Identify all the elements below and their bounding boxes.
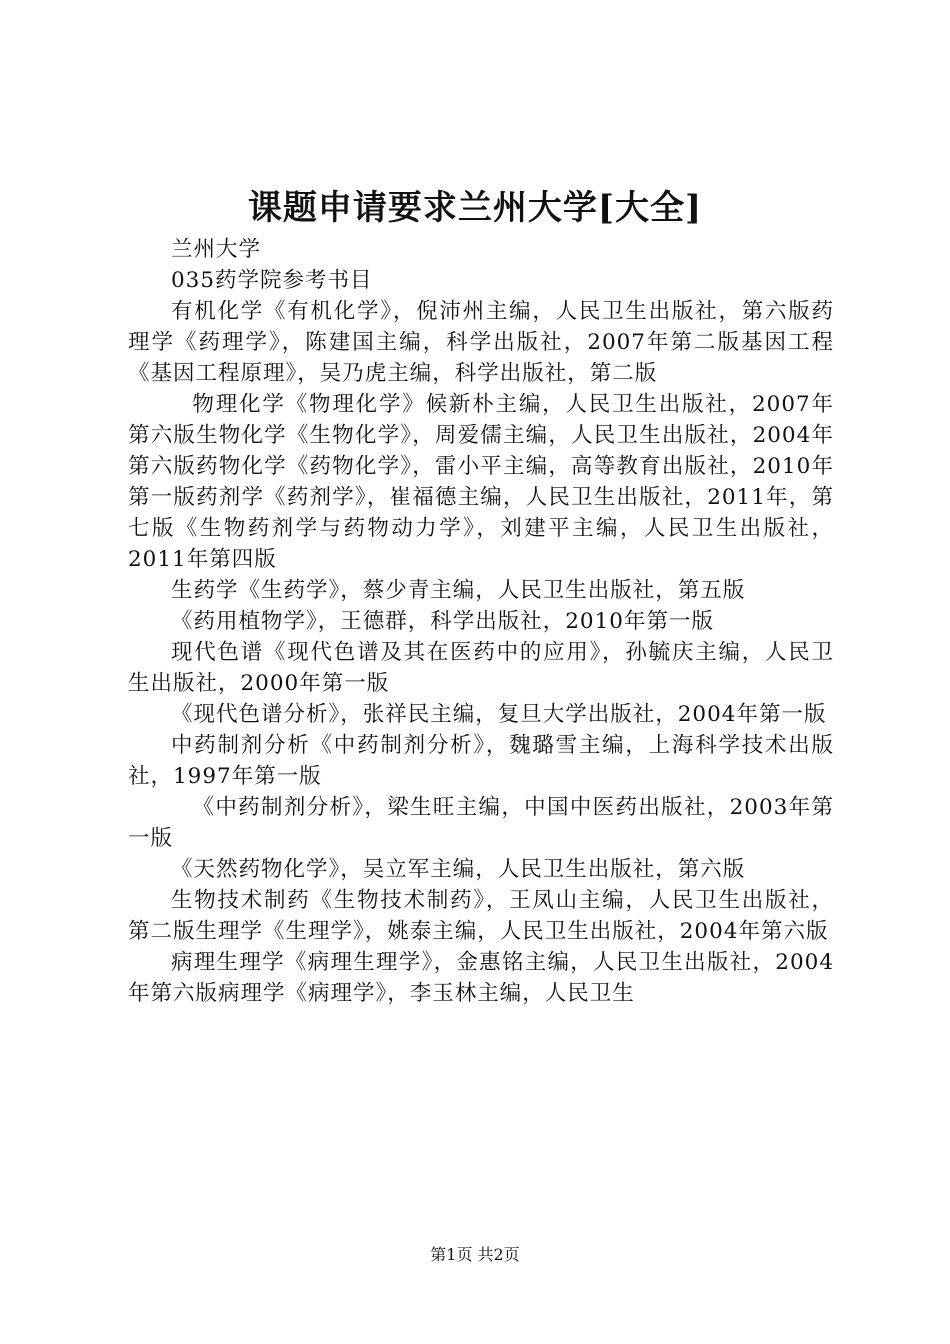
paragraph-organic-chemistry: 有机化学《有机化学》，倪沛州主编，人民卫生出版社，第六版药理学《药理学》，陈建国主编，科学出版社，2007年第二版基因工程《基因工程原理》，吴乃虎主编，科学出版社，第二版 (128, 299, 834, 386)
paragraph-chromatography-analysis: 《现代色谱分析》，张祥民主编，复旦大学出版社，2004年第一版 (171, 702, 827, 727)
paragraph-modern-chromatography: 现代色谱《现代色谱及其在医药中的应用》，孙毓庆主编，人民卫生出版社，2000年第一版 (128, 640, 834, 696)
paragraph-pathophysiology: 病理生理学《病理生理学》，金惠铭主编，人民卫生出版社，2004年第六版病理学《病理学》，李玉林主编，人民卫生 (128, 950, 834, 1006)
paragraph-department: 035药学院参考书目 (171, 268, 373, 293)
paragraph-pharmacognosy: 生药学《生药学》，蔡少青主编，人民卫生出版社，第五版 (171, 578, 746, 603)
document-title: 课题申请要求兰州大学[大全] (247, 188, 703, 228)
paragraph-tcm-analysis-2: 《中药制剂分析》，梁生旺主编，中国中医药出版社，2003年第一版 (128, 795, 834, 851)
paragraph-physical-chemistry: 物理化学《物理化学》候新朴主编，人民卫生出版社，2007年第六版生物化学《生物化学》，周爱儒主编，人民卫生出版社，2004年第六版药物化学《药物化学》，雷小平主编，高等教育出版社，2010年第一版药剂学《药剂学》，崔福德主编，人民卫生出版社，2011年，第七版《生物药剂学与药物动力学》，刘建平主编，人民卫生出版社，2011年第四版 (128, 392, 834, 572)
paragraph-medicinal-botany: 《药用植物学》，王德群，科学出版社，2010年第一版 (171, 609, 714, 634)
paragraph-natural-products: 《天然药物化学》，吴立军主编，人民卫生出版社，第六版 (171, 857, 746, 882)
paragraph-biotech-pharma: 生物技术制药《生物技术制药》，王凤山主编，人民卫生出版社，第二版生理学《生理学》，姚泰主编，人民卫生出版社，2004年第六版 (128, 888, 834, 944)
paragraph-university: 兰州大学 (171, 237, 262, 262)
paragraph-tcm-analysis: 中药制剂分析《中药制剂分析》，魏璐雪主编，上海科学技术出版社，1997年第一版 (128, 733, 834, 789)
document-body (128, 234, 834, 1009)
page-footer: 第1页 共2页 (430, 1245, 520, 1264)
